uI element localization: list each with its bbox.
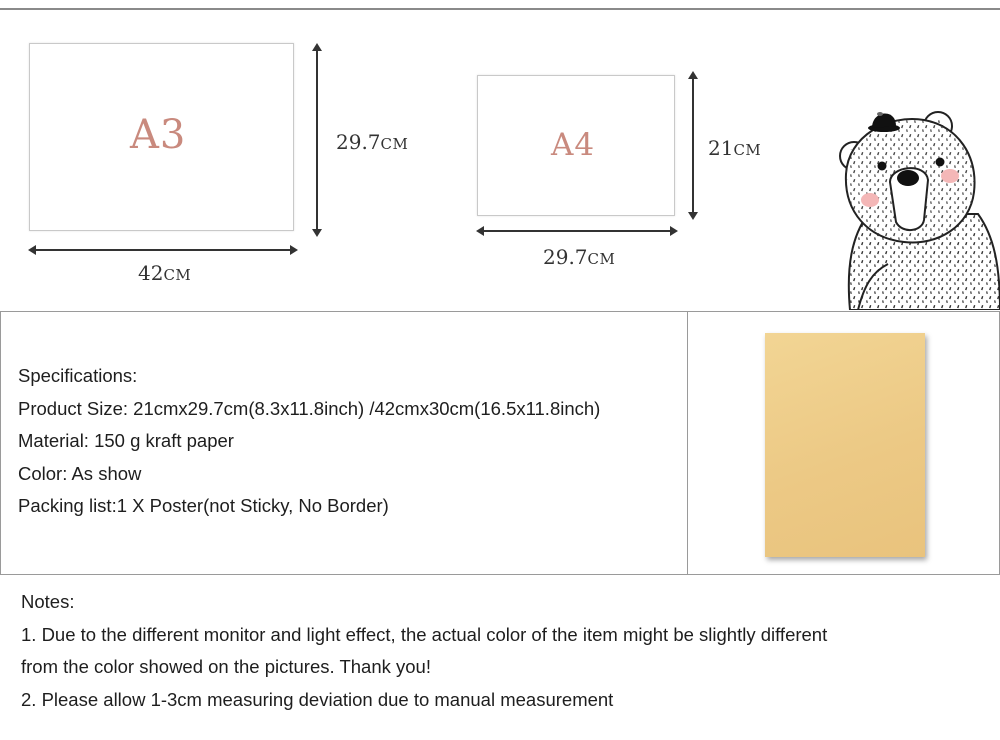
a4-height-arrow xyxy=(692,77,694,214)
a3-width-label xyxy=(138,261,191,285)
a4-width-arrow xyxy=(482,230,672,232)
a4-width-unit: CM xyxy=(587,250,616,268)
a4-height-value: 21 xyxy=(708,136,734,160)
a4-height-unit: CM xyxy=(733,141,762,159)
a4-width-value: 29.7 xyxy=(543,245,588,269)
color-line: Color: As show xyxy=(18,462,142,484)
note-2-line: 2. Please allow 1-3cm measuring deviation due to manual measurement xyxy=(21,688,614,710)
a4-label: A4 xyxy=(551,127,596,163)
a4-height-label xyxy=(708,136,761,160)
top-divider xyxy=(0,8,1000,10)
spec-divider xyxy=(687,312,688,574)
notes-title: Notes: xyxy=(21,591,75,612)
material-line: Material: 150 g kraft paper xyxy=(18,430,234,451)
specifications-list xyxy=(18,360,600,523)
a4-width-label xyxy=(543,245,615,269)
bear-illustration xyxy=(828,96,1000,310)
specifications-box xyxy=(0,311,1000,575)
packing-list-line: Packing list:1 X Poster(not Sticky, No Border) xyxy=(18,495,389,516)
note-1-line: 1. Due to the different monitor and light effect, the actual color of the item might be slightly different xyxy=(21,623,828,645)
a3-width-arrow xyxy=(34,249,292,251)
a3-width-unit: CM xyxy=(163,266,192,284)
a3-height-arrow xyxy=(316,49,318,231)
a3-height-value: 29.7 xyxy=(336,130,381,154)
notes-section xyxy=(21,586,991,716)
a3-height-unit: CM xyxy=(380,135,409,153)
a3-width-value: 42 xyxy=(138,261,164,285)
specifications-title: Specifications: xyxy=(18,365,138,386)
kraft-paper-sample xyxy=(765,333,925,557)
a3-height-label xyxy=(336,130,408,154)
a3-label: A3 xyxy=(130,112,187,158)
product-size-line: Product Size: 21cmx29.7cm(8.3x11.8inch) /42cmx30cm(16.5x11.8inch) xyxy=(18,397,601,419)
note-1-continued: from the color showed on the pictures. Thank you! xyxy=(21,656,431,677)
